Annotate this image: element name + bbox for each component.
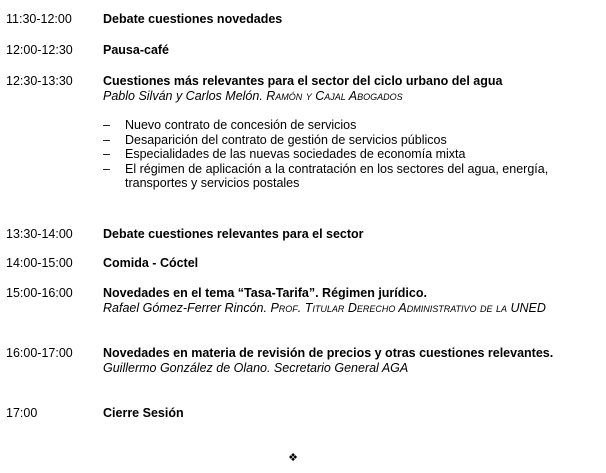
diamond-ornament-icon: ❖ xyxy=(288,452,298,464)
agenda-time: 14:00-15:00 xyxy=(6,256,73,270)
agenda-time: 15:00-16:00 xyxy=(6,286,73,300)
agenda-title: Pausa-café xyxy=(103,43,170,57)
topic-text: El régimen de aplicación a la contratación en los sectores del agua, energía, transportes y servicios postales xyxy=(125,161,549,190)
topic-list xyxy=(103,118,600,191)
dash-bullet: – xyxy=(103,147,110,161)
agenda-speaker xyxy=(103,89,600,104)
agenda-time: 11:30-12:00 xyxy=(6,12,72,26)
agenda-title: Cierre Sesión xyxy=(103,406,184,420)
agenda-time: 12:30-13:30 xyxy=(6,74,73,88)
speaker-organization: Ramón y Cajal Abogados xyxy=(266,89,403,103)
topic-text: Nuevo contrato de concesión de servicios xyxy=(125,118,357,132)
topic-list-item xyxy=(103,147,600,162)
agenda-title: Novedades en el tema “Tasa-Tarifa”. Régimen jurídico. xyxy=(103,286,427,300)
agenda-title: Novedades en materia de revisión de precios y otras cuestiones relevantes. xyxy=(103,346,554,360)
ornament-divider xyxy=(0,451,606,466)
speaker-name: Rafael Gómez-Ferrer Rincón. xyxy=(103,301,267,315)
dash-bullet: – xyxy=(103,132,110,147)
speaker-organization: Prof. Titular Derecho Administrativo de la UNED xyxy=(270,301,546,315)
topic-list-item xyxy=(103,133,600,148)
agenda-time: 12:00-12:30 xyxy=(6,43,73,57)
speaker-name: Pablo Silván y Carlos Melón. xyxy=(103,89,263,103)
agenda-speaker xyxy=(103,301,600,316)
dash-bullet: – xyxy=(103,118,110,132)
agenda-time: 17:00 xyxy=(6,406,38,420)
agenda-title: Comida - Cóctel xyxy=(103,256,199,270)
agenda-time: 13:30-14:00 xyxy=(6,227,73,241)
topic-text: Desaparición del contrato de gestión de servicios públicos xyxy=(125,132,447,147)
agenda-speaker: Guillermo González de Olano. Secretario General AGA xyxy=(103,361,409,375)
agenda-title: Debate cuestiones novedades xyxy=(103,12,283,26)
topic-list-item xyxy=(103,162,600,191)
topic-list-item xyxy=(103,118,600,133)
dash-bullet: – xyxy=(103,161,110,176)
agenda-title: Cuestiones más relevantes para el sector del ciclo urbano del agua xyxy=(103,74,503,88)
agenda-title: Debate cuestiones relevantes para el sector xyxy=(103,227,364,241)
topic-text: Especialidades de las nuevas sociedades de economía mixta xyxy=(125,147,466,161)
agenda-time: 16:00-17:00 xyxy=(6,346,73,360)
